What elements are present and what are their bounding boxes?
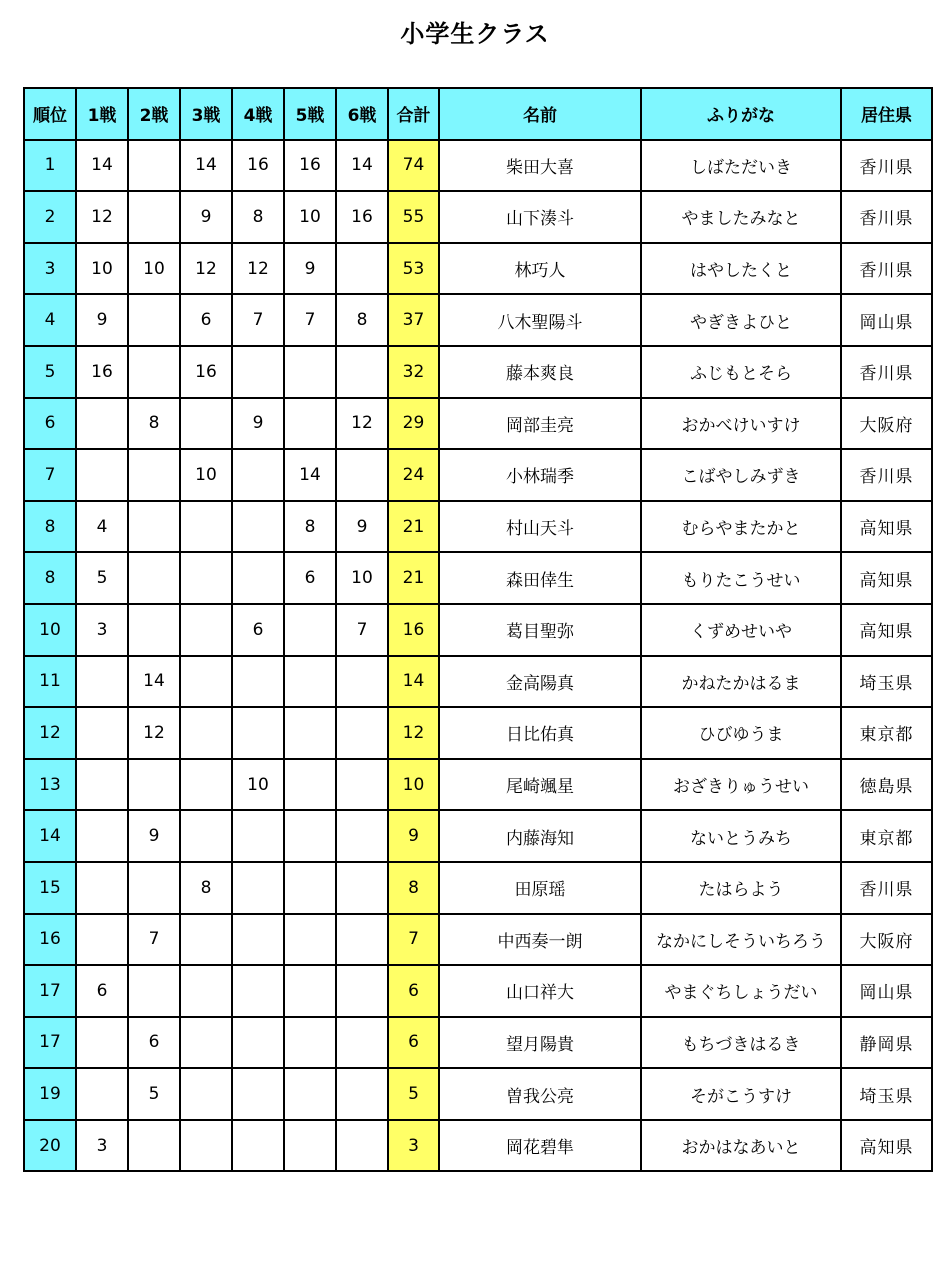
round-2-cell bbox=[128, 346, 180, 398]
round-4-cell: 8 bbox=[232, 191, 284, 243]
furigana-cell: おかはなあいと bbox=[641, 1120, 841, 1172]
total-cell: 8 bbox=[388, 862, 439, 914]
round-4-cell: 12 bbox=[232, 243, 284, 295]
prefecture-cell: 大阪府 bbox=[841, 398, 932, 450]
total-cell: 3 bbox=[388, 1120, 439, 1172]
round-4-cell bbox=[232, 449, 284, 501]
column-header-furigana: ふりがな bbox=[641, 88, 841, 140]
prefecture-cell: 徳島県 bbox=[841, 759, 932, 811]
round-1-cell bbox=[76, 707, 128, 759]
round-5-cell: 8 bbox=[284, 501, 336, 553]
round-6-cell: 10 bbox=[336, 552, 388, 604]
prefecture-cell: 高知県 bbox=[841, 604, 932, 656]
furigana-cell: むらやまたかと bbox=[641, 501, 841, 553]
column-header-name: 名前 bbox=[439, 88, 641, 140]
table-row bbox=[24, 294, 932, 346]
round-3-cell bbox=[180, 1068, 232, 1120]
table-row bbox=[24, 501, 932, 553]
prefecture-cell: 大阪府 bbox=[841, 914, 932, 966]
round-4-cell bbox=[232, 346, 284, 398]
round-6-cell: 8 bbox=[336, 294, 388, 346]
column-header-prefecture: 居住県 bbox=[841, 88, 932, 140]
table-row bbox=[24, 1068, 932, 1120]
furigana-cell: ひびゆうま bbox=[641, 707, 841, 759]
round-2-cell: 12 bbox=[128, 707, 180, 759]
total-cell: 21 bbox=[388, 552, 439, 604]
rank-cell: 12 bbox=[24, 707, 76, 759]
round-6-cell bbox=[336, 1120, 388, 1172]
round-6-cell bbox=[336, 1068, 388, 1120]
name-cell: 八木聖陽斗 bbox=[439, 294, 641, 346]
round-2-cell: 14 bbox=[128, 656, 180, 708]
round-3-cell bbox=[180, 810, 232, 862]
table-row bbox=[24, 140, 932, 192]
total-cell: 12 bbox=[388, 707, 439, 759]
round-5-cell: 16 bbox=[284, 140, 336, 192]
total-cell: 21 bbox=[388, 501, 439, 553]
round-4-cell bbox=[232, 1068, 284, 1120]
round-4-cell bbox=[232, 656, 284, 708]
round-5-cell: 14 bbox=[284, 449, 336, 501]
round-5-cell: 7 bbox=[284, 294, 336, 346]
name-cell: 金高陽真 bbox=[439, 656, 641, 708]
round-3-cell bbox=[180, 1017, 232, 1069]
round-2-cell: 10 bbox=[128, 243, 180, 295]
round-5-cell bbox=[284, 604, 336, 656]
rank-cell: 19 bbox=[24, 1068, 76, 1120]
prefecture-cell: 岡山県 bbox=[841, 294, 932, 346]
rank-cell: 2 bbox=[24, 191, 76, 243]
name-cell: 藤本爽良 bbox=[439, 346, 641, 398]
table-row bbox=[24, 759, 932, 811]
round-2-cell bbox=[128, 294, 180, 346]
round-6-cell bbox=[336, 914, 388, 966]
round-6-cell bbox=[336, 810, 388, 862]
furigana-cell: たはらよう bbox=[641, 862, 841, 914]
name-cell: 望月陽貴 bbox=[439, 1017, 641, 1069]
round-2-cell bbox=[128, 449, 180, 501]
round-2-cell bbox=[128, 191, 180, 243]
round-1-cell bbox=[76, 1068, 128, 1120]
furigana-cell: かねたかはるま bbox=[641, 656, 841, 708]
round-5-cell bbox=[284, 346, 336, 398]
furigana-cell: ないとうみち bbox=[641, 810, 841, 862]
standings-table bbox=[23, 87, 933, 1172]
round-3-cell: 9 bbox=[180, 191, 232, 243]
table-row bbox=[24, 552, 932, 604]
round-3-cell: 10 bbox=[180, 449, 232, 501]
total-cell: 7 bbox=[388, 914, 439, 966]
prefecture-cell: 埼玉県 bbox=[841, 656, 932, 708]
round-1-cell: 4 bbox=[76, 501, 128, 553]
page-title: 小学生クラス bbox=[400, 20, 550, 48]
prefecture-cell: 埼玉県 bbox=[841, 1068, 932, 1120]
round-5-cell bbox=[284, 759, 336, 811]
rank-cell: 6 bbox=[24, 398, 76, 450]
round-1-cell: 14 bbox=[76, 140, 128, 192]
total-cell: 16 bbox=[388, 604, 439, 656]
total-cell: 9 bbox=[388, 810, 439, 862]
furigana-cell: はやしたくと bbox=[641, 243, 841, 295]
round-3-cell bbox=[180, 707, 232, 759]
round-4-cell bbox=[232, 552, 284, 604]
round-3-cell bbox=[180, 759, 232, 811]
round-4-cell bbox=[232, 1120, 284, 1172]
prefecture-cell: 高知県 bbox=[841, 1120, 932, 1172]
table-row bbox=[24, 346, 932, 398]
total-cell: 74 bbox=[388, 140, 439, 192]
round-6-cell bbox=[336, 243, 388, 295]
table-row bbox=[24, 914, 932, 966]
round-5-cell bbox=[284, 1017, 336, 1069]
round-1-cell bbox=[76, 862, 128, 914]
round-1-cell: 5 bbox=[76, 552, 128, 604]
round-2-cell: 9 bbox=[128, 810, 180, 862]
round-3-cell bbox=[180, 914, 232, 966]
round-1-cell: 16 bbox=[76, 346, 128, 398]
column-header-round-3: 3戦 bbox=[180, 88, 232, 140]
name-cell: 曽我公亮 bbox=[439, 1068, 641, 1120]
furigana-cell: やまぐちしょうだい bbox=[641, 965, 841, 1017]
round-6-cell bbox=[336, 449, 388, 501]
rank-cell: 8 bbox=[24, 552, 76, 604]
furigana-cell: やましたみなと bbox=[641, 191, 841, 243]
prefecture-cell: 静岡県 bbox=[841, 1017, 932, 1069]
round-3-cell: 6 bbox=[180, 294, 232, 346]
round-2-cell bbox=[128, 501, 180, 553]
name-cell: 小林瑞季 bbox=[439, 449, 641, 501]
round-3-cell bbox=[180, 656, 232, 708]
round-5-cell: 10 bbox=[284, 191, 336, 243]
total-cell: 5 bbox=[388, 1068, 439, 1120]
rank-cell: 4 bbox=[24, 294, 76, 346]
round-6-cell: 14 bbox=[336, 140, 388, 192]
round-4-cell bbox=[232, 862, 284, 914]
round-4-cell bbox=[232, 1017, 284, 1069]
prefecture-cell: 香川県 bbox=[841, 243, 932, 295]
name-cell: 尾崎颯星 bbox=[439, 759, 641, 811]
rank-cell: 20 bbox=[24, 1120, 76, 1172]
round-5-cell bbox=[284, 862, 336, 914]
furigana-cell: おかべけいすけ bbox=[641, 398, 841, 450]
total-cell: 6 bbox=[388, 1017, 439, 1069]
column-header-round-5: 5戦 bbox=[284, 88, 336, 140]
column-header-round-1: 1戦 bbox=[76, 88, 128, 140]
round-6-cell bbox=[336, 759, 388, 811]
total-cell: 29 bbox=[388, 398, 439, 450]
round-4-cell: 6 bbox=[232, 604, 284, 656]
round-6-cell bbox=[336, 707, 388, 759]
prefecture-cell: 香川県 bbox=[841, 862, 932, 914]
column-header-round-2: 2戦 bbox=[128, 88, 180, 140]
round-3-cell bbox=[180, 965, 232, 1017]
round-1-cell: 10 bbox=[76, 243, 128, 295]
round-3-cell: 14 bbox=[180, 140, 232, 192]
round-3-cell bbox=[180, 604, 232, 656]
round-5-cell bbox=[284, 707, 336, 759]
total-cell: 37 bbox=[388, 294, 439, 346]
round-5-cell bbox=[284, 914, 336, 966]
rank-cell: 10 bbox=[24, 604, 76, 656]
round-6-cell bbox=[336, 346, 388, 398]
round-1-cell: 3 bbox=[76, 1120, 128, 1172]
round-1-cell bbox=[76, 1017, 128, 1069]
rank-cell: 1 bbox=[24, 140, 76, 192]
furigana-cell: そがこうすけ bbox=[641, 1068, 841, 1120]
round-2-cell bbox=[128, 552, 180, 604]
furigana-cell: もちづきはるき bbox=[641, 1017, 841, 1069]
name-cell: 村山天斗 bbox=[439, 501, 641, 553]
header-row bbox=[24, 88, 932, 140]
table-row bbox=[24, 191, 932, 243]
furigana-cell: もりたこうせい bbox=[641, 552, 841, 604]
rank-cell: 16 bbox=[24, 914, 76, 966]
furigana-cell: なかにしそういちろう bbox=[641, 914, 841, 966]
rank-cell: 17 bbox=[24, 965, 76, 1017]
name-cell: 日比佑真 bbox=[439, 707, 641, 759]
round-2-cell bbox=[128, 1120, 180, 1172]
prefecture-cell: 東京都 bbox=[841, 810, 932, 862]
table-row bbox=[24, 965, 932, 1017]
round-2-cell bbox=[128, 759, 180, 811]
round-2-cell bbox=[128, 965, 180, 1017]
table-row bbox=[24, 398, 932, 450]
round-1-cell bbox=[76, 398, 128, 450]
round-2-cell bbox=[128, 604, 180, 656]
table-row bbox=[24, 656, 932, 708]
prefecture-cell: 香川県 bbox=[841, 191, 932, 243]
round-1-cell bbox=[76, 810, 128, 862]
round-2-cell bbox=[128, 862, 180, 914]
name-cell: 山下湊斗 bbox=[439, 191, 641, 243]
round-1-cell bbox=[76, 656, 128, 708]
total-cell: 53 bbox=[388, 243, 439, 295]
name-cell: 山口祥大 bbox=[439, 965, 641, 1017]
table-row bbox=[24, 604, 932, 656]
round-6-cell bbox=[336, 965, 388, 1017]
name-cell: 内藤海知 bbox=[439, 810, 641, 862]
total-cell: 14 bbox=[388, 656, 439, 708]
round-3-cell bbox=[180, 1120, 232, 1172]
name-cell: 岡部圭亮 bbox=[439, 398, 641, 450]
round-4-cell bbox=[232, 965, 284, 1017]
round-6-cell: 7 bbox=[336, 604, 388, 656]
rank-cell: 17 bbox=[24, 1017, 76, 1069]
prefecture-cell: 高知県 bbox=[841, 552, 932, 604]
table-body bbox=[24, 140, 932, 1172]
round-2-cell: 7 bbox=[128, 914, 180, 966]
round-3-cell bbox=[180, 398, 232, 450]
round-4-cell bbox=[232, 707, 284, 759]
round-4-cell: 7 bbox=[232, 294, 284, 346]
round-5-cell: 9 bbox=[284, 243, 336, 295]
prefecture-cell: 高知県 bbox=[841, 501, 932, 553]
round-3-cell: 12 bbox=[180, 243, 232, 295]
round-1-cell: 3 bbox=[76, 604, 128, 656]
total-cell: 55 bbox=[388, 191, 439, 243]
round-2-cell bbox=[128, 140, 180, 192]
column-header-total: 合計 bbox=[388, 88, 439, 140]
furigana-cell: しばただいき bbox=[641, 140, 841, 192]
round-3-cell bbox=[180, 552, 232, 604]
round-6-cell bbox=[336, 656, 388, 708]
table-row bbox=[24, 243, 932, 295]
round-3-cell bbox=[180, 501, 232, 553]
round-4-cell: 9 bbox=[232, 398, 284, 450]
round-3-cell: 8 bbox=[180, 862, 232, 914]
column-header-rank: 順位 bbox=[24, 88, 76, 140]
round-5-cell bbox=[284, 1120, 336, 1172]
round-6-cell bbox=[336, 862, 388, 914]
furigana-cell: ふじもとそら bbox=[641, 346, 841, 398]
round-1-cell: 9 bbox=[76, 294, 128, 346]
round-1-cell: 6 bbox=[76, 965, 128, 1017]
total-cell: 6 bbox=[388, 965, 439, 1017]
rank-cell: 3 bbox=[24, 243, 76, 295]
round-6-cell: 9 bbox=[336, 501, 388, 553]
round-4-cell: 10 bbox=[232, 759, 284, 811]
table-row bbox=[24, 862, 932, 914]
rank-cell: 5 bbox=[24, 346, 76, 398]
name-cell: 森田倖生 bbox=[439, 552, 641, 604]
round-5-cell bbox=[284, 810, 336, 862]
table-row bbox=[24, 707, 932, 759]
round-4-cell bbox=[232, 914, 284, 966]
round-5-cell: 6 bbox=[284, 552, 336, 604]
table-row bbox=[24, 1017, 932, 1069]
rank-cell: 11 bbox=[24, 656, 76, 708]
table-row bbox=[24, 1120, 932, 1172]
prefecture-cell: 岡山県 bbox=[841, 965, 932, 1017]
round-1-cell bbox=[76, 914, 128, 966]
round-6-cell: 16 bbox=[336, 191, 388, 243]
rank-cell: 8 bbox=[24, 501, 76, 553]
rank-cell: 15 bbox=[24, 862, 76, 914]
name-cell: 葛目聖弥 bbox=[439, 604, 641, 656]
name-cell: 林巧人 bbox=[439, 243, 641, 295]
round-4-cell bbox=[232, 501, 284, 553]
table-row bbox=[24, 810, 932, 862]
prefecture-cell: 東京都 bbox=[841, 707, 932, 759]
round-4-cell: 16 bbox=[232, 140, 284, 192]
column-header-round-6: 6戦 bbox=[336, 88, 388, 140]
round-6-cell: 12 bbox=[336, 398, 388, 450]
round-6-cell bbox=[336, 1017, 388, 1069]
rank-cell: 14 bbox=[24, 810, 76, 862]
rank-cell: 7 bbox=[24, 449, 76, 501]
round-1-cell bbox=[76, 759, 128, 811]
round-5-cell bbox=[284, 1068, 336, 1120]
total-cell: 32 bbox=[388, 346, 439, 398]
furigana-cell: こばやしみずき bbox=[641, 449, 841, 501]
round-3-cell: 16 bbox=[180, 346, 232, 398]
rank-cell: 13 bbox=[24, 759, 76, 811]
round-1-cell bbox=[76, 449, 128, 501]
prefecture-cell: 香川県 bbox=[841, 449, 932, 501]
furigana-cell: おざきりゅうせい bbox=[641, 759, 841, 811]
name-cell: 田原瑶 bbox=[439, 862, 641, 914]
prefecture-cell: 香川県 bbox=[841, 346, 932, 398]
furigana-cell: くずめせいや bbox=[641, 604, 841, 656]
round-1-cell: 12 bbox=[76, 191, 128, 243]
prefecture-cell: 香川県 bbox=[841, 140, 932, 192]
name-cell: 柴田大喜 bbox=[439, 140, 641, 192]
round-5-cell bbox=[284, 398, 336, 450]
round-4-cell bbox=[232, 810, 284, 862]
round-2-cell: 6 bbox=[128, 1017, 180, 1069]
column-header-round-4: 4戦 bbox=[232, 88, 284, 140]
round-2-cell: 5 bbox=[128, 1068, 180, 1120]
table-row bbox=[24, 449, 932, 501]
total-cell: 24 bbox=[388, 449, 439, 501]
name-cell: 中西奏一朗 bbox=[439, 914, 641, 966]
round-5-cell bbox=[284, 656, 336, 708]
total-cell: 10 bbox=[388, 759, 439, 811]
name-cell: 岡花碧隼 bbox=[439, 1120, 641, 1172]
round-2-cell: 8 bbox=[128, 398, 180, 450]
round-5-cell bbox=[284, 965, 336, 1017]
furigana-cell: やぎきよひと bbox=[641, 294, 841, 346]
